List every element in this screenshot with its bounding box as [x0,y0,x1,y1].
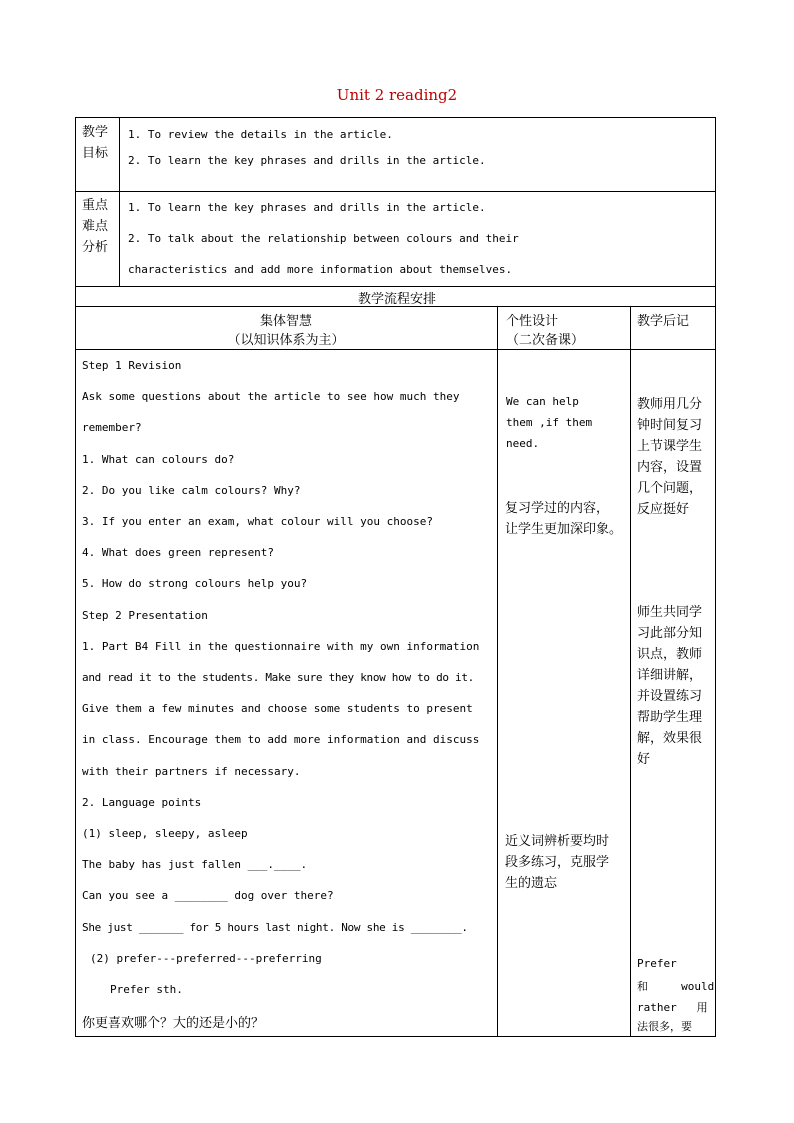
step1-intro-line1: Ask some questions about the article to see how much they [82,390,460,403]
question-2: 2. Do you like calm colours? Why? [82,484,301,497]
prefer-usage: Prefer sth. [110,983,183,996]
col2-header-line1: 个性设计 [506,314,559,329]
objective-item-1: 1. To review the details in the article. [128,128,393,141]
col1-header-line1: 集体智慧 [259,314,312,329]
objectives-label-2: 目标 [82,146,109,161]
note-3-line1: Prefer [637,957,677,970]
presentation-line5: with their partners if necessary. [82,765,301,778]
note-3-line3: rather 用 [637,1001,708,1014]
sentence-2: Can you see a ________ dog over there? [82,889,334,902]
note-1-line1: 教师用几分 [637,397,703,412]
language-point-2: (2) prefer---preferred---preferring [90,952,322,965]
presentation-line3: Give them a few minutes and choose some students to present [82,702,473,715]
col1-header-line2: （以知识体系为主） [227,333,345,348]
note-1-line5: 几个问题， [637,481,703,496]
keypoints-label-2: 难点 [82,219,109,234]
keypoint-item-3: characteristics and add more information about themselves. [128,263,513,276]
objective-item-2: 2. To learn the key phrases and drills in the article. [128,154,486,167]
question-5: 5. How do strong colours help you? [82,577,308,590]
document-title: Unit 2 reading2 [336,86,458,104]
chinese-question: 你更喜欢哪个？大的还是小的？ [82,1016,265,1031]
design-1-line1: We can help [506,395,579,408]
note-2-line4: 详细讲解， [637,668,703,683]
step1-heading: Step 1 Revision [82,359,182,372]
note-2-line1: 师生共同学 [637,605,703,620]
note-2-line6: 帮助学生理 [637,710,703,725]
sentence-3: She just _______ for 5 hours last night. Now she is ________. [82,921,468,934]
flow-heading: 教学流程安排 [357,292,436,307]
design-1-line3: need. [506,437,540,450]
col2-header-line2: （二次备课） [506,333,585,348]
design-2-line2: 让学生更加深印象。 [505,522,623,537]
design-3-line3: 生的遗忘 [505,876,558,891]
note-3-line4: 法很多，要 [637,1020,692,1033]
note-2-line3: 识点，教师 [637,647,703,662]
note-1-line3: 上节课学生 [637,439,703,454]
keypoints-label-3: 分析 [82,240,109,255]
col3-header: 教学后记 [637,314,690,329]
note-2-line7: 解，效果很 [637,731,703,746]
note-1-line4: 内容，设置 [637,460,703,475]
note-1-line6: 反应挺好 [637,502,690,517]
question-4: 4. What does green represent? [82,546,275,559]
design-2-line1: 复习学过的内容， [505,501,610,516]
note-2-line2: 习此部分知 [637,626,703,641]
keypoints-label-1: 重点 [82,198,109,213]
keypoint-item-1: 1. To learn the key phrases and drills in the article. [128,201,486,214]
note-1-line2: 钟时间复习 [637,418,703,433]
design-3-line1: 近义词辨析要均时 [505,834,610,849]
presentation-line2: and read it to the students. Make sure they know how to do it. [82,671,474,684]
keypoint-item-2: 2. To talk about the relationship between colours and their [128,232,519,245]
presentation-line4: in class. Encourage them to add more information and discuss [82,733,480,746]
language-point-1: (1) sleep, sleepy, asleep [82,827,248,840]
note-2-line8: 好 [637,752,651,767]
question-1: 1. What can colours do? [82,453,235,466]
step2-heading: Step 2 Presentation [82,609,208,622]
design-3-line2: 段多练习，克服学 [505,855,610,870]
presentation-line1: 1. Part B4 Fill in the questionnaire with my own information [82,640,480,653]
question-3: 3. If you enter an exam, what colour will you choose? [82,515,433,528]
language-points-heading: 2. Language points [82,796,202,809]
step1-intro-line2: remember? [82,421,142,434]
sentence-1: The baby has just fallen ___.____. [82,858,308,871]
design-1-line2: them ,if them [506,416,593,429]
note-2-line5: 并设置练习 [637,689,703,704]
note-3-line2: 和 would [637,980,715,993]
objectives-label-1: 教学 [82,125,109,140]
